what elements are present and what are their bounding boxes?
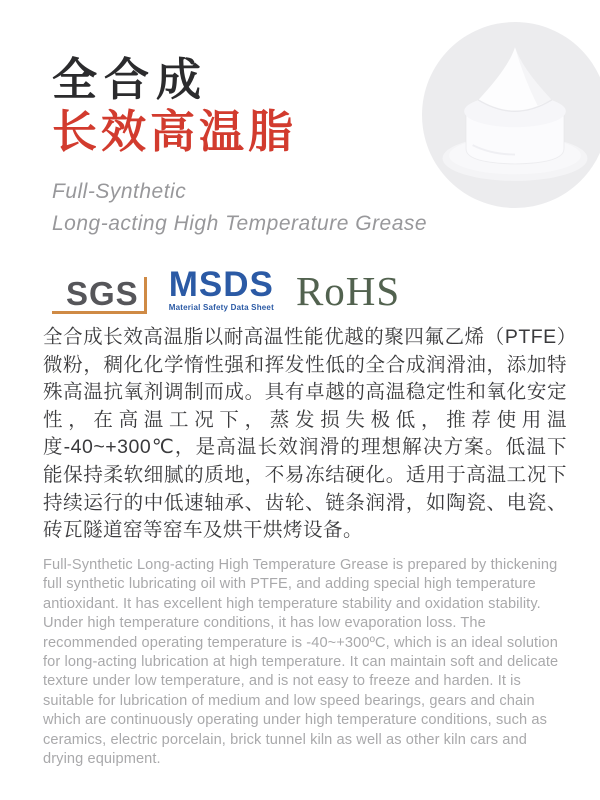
rohs-logo: RoHS: [295, 268, 401, 314]
page-subtitle-en-line1: Full-Synthetic: [52, 180, 187, 203]
sgs-logo: SGS: [52, 277, 147, 314]
grease-dollop-illustration: [435, 35, 595, 195]
page-title-cn: 全合成: [52, 54, 209, 105]
page-subtitle-en-line2: Long-acting High Temperature Grease: [52, 211, 428, 235]
description-en-paragraph: Full-Synthetic Long-acting High Temperature Grease is prepared by thickening full synthetic lubricating oil with PTFE, and adding special high temperature antioxidant. It has excellent high temperature stability and oxidation stability. Under high temperature conditions, it has low evaporation loss. The recommended operating temperature is -40~+300ºC, which is an ideal solution for long-acting lubrication at high temperature. It can maintain soft and delicate texture under low temperature, and is not easy to freeze and harden. It is suitable for lubrication of medium and low speed bearings, gears and chain which are continuously operating under high temperature conditions, such as ceramics, electric porcelain, brick tunnel kiln as well as other kiln cars and drying equipment.: [43, 557, 559, 768]
certification-logos: [52, 262, 400, 314]
msds-logo: [168, 264, 274, 315]
page-title-cn-accent: 长效高温脂: [52, 105, 298, 157]
msds-logo-subtitle: Material Safety Data Sheet: [168, 303, 274, 312]
page-subtitle-en: [52, 176, 432, 239]
product-image: [422, 22, 600, 208]
title-block: [52, 55, 432, 239]
msds-logo-text: MSDS: [168, 264, 274, 304]
description-cn-paragraph: 全合成长效高温脂以耐高温性能优越的聚四氟乙烯（PTFE）微粉，稠化化学惰性强和挥发性低的全合成润滑油，添加特殊高温抗氧剂调制而成。具有卓越的高温稳定性和氧化安定性，在高温工况下，蒸发损失极低，推荐使用温度-40~+300℃，是高温长效润滑的理想解决方案。低温下能保持柔软细腻的质地，不易冻结硬化。适用于高温工况下持续运行的中低速轴承、齿轮、链条润滑，如陶瓷、电瓷、砖瓦隧道窑等窑车及烘干烘烤设备。: [43, 326, 567, 542]
